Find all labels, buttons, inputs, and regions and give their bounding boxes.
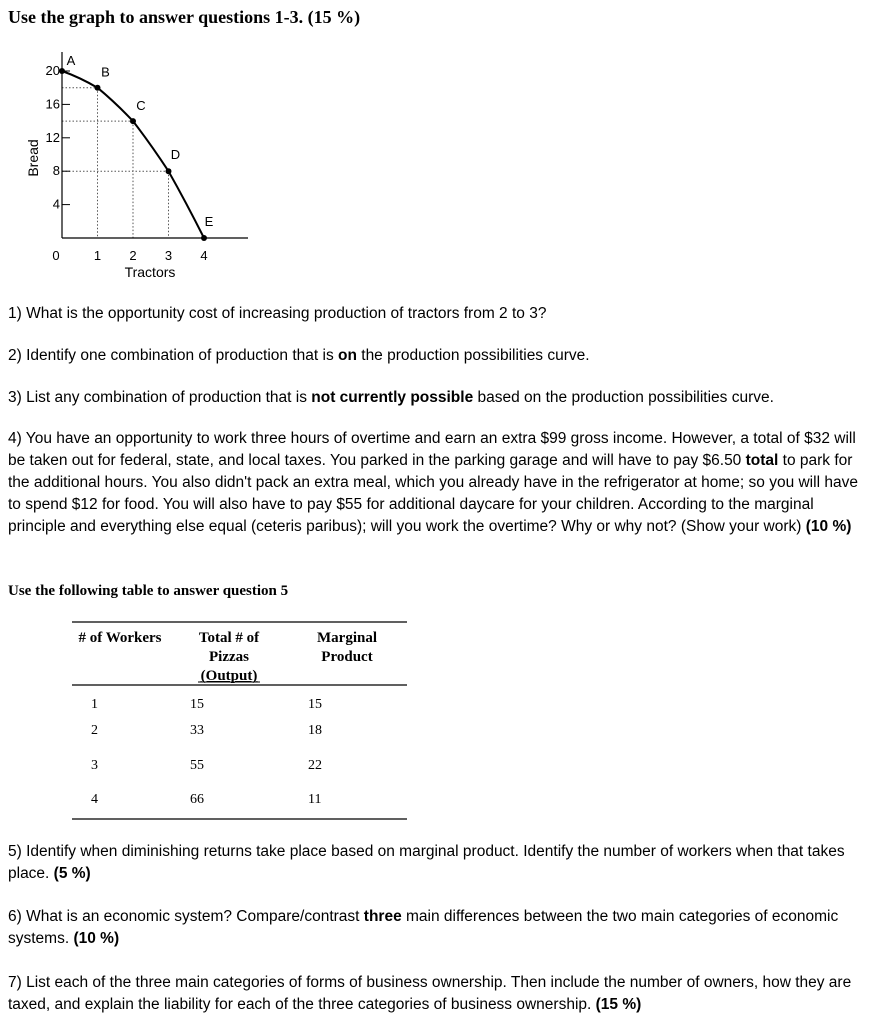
y-tick-label-20: 20 xyxy=(45,63,60,78)
question-4-bold-total: total xyxy=(745,452,779,469)
col-header-marginal-1: Marginal xyxy=(317,630,377,646)
question-2 xyxy=(8,345,860,367)
question-3 xyxy=(8,387,860,409)
y-tick-label-12: 12 xyxy=(45,129,60,145)
point-label-e: E xyxy=(204,214,214,229)
table-cell-marginal: 18 xyxy=(308,723,322,738)
section-heading: Use the graph to answer questions 1-3. (15 %) xyxy=(8,7,361,27)
x-tick-label-3: 3 xyxy=(164,248,173,263)
point-label-d: D xyxy=(170,147,181,163)
y-tick-label-8: 8 xyxy=(52,163,60,179)
curve-point-e xyxy=(201,235,207,241)
table-cell-workers: 2 xyxy=(91,723,98,738)
y-axis-label: Bread xyxy=(25,139,41,177)
question-2-bold: on xyxy=(338,347,357,364)
question-2-text: 2) Identify one combination of production that is xyxy=(8,347,339,364)
question-4-points: (10 %) xyxy=(805,518,852,535)
curve-point-b xyxy=(95,85,101,91)
question-4-text-cont: to park for the additional hours. You also didn't pack an extra meal, which you already have in the refrigerator at home; so you will have to spend $12 for food. You will also have to pay $55 for additional daycare for your children. According to the marginal principle and everything else equal (ceteris paribus); will you work the overtime? Why or why not? (Show your work) xyxy=(8,452,858,535)
col-header-marginal-2: Product xyxy=(321,649,373,665)
question-4-text: 4) You have an opportunity to work three hours of overtime and earn an extra $99 gross income. However, a total of $32 will be taken out for federal, state, and local taxes. You parked in the parking garage and will have to pay $6.50 xyxy=(8,430,856,469)
question-7-text: 7) List each of the three main categories of forms of business ownership. Then include the number of owners, how they are taxed, and explain the liability for each of the three categories of business ownership. xyxy=(8,974,852,1013)
question-6-text: 6) What is an economic system? Compare/contrast xyxy=(8,908,364,925)
question-5 xyxy=(8,841,860,885)
table-cell-total: 33 xyxy=(190,723,204,738)
question-6 xyxy=(8,906,860,950)
y-tick-marks xyxy=(62,71,70,205)
ppc-chart xyxy=(0,38,260,288)
x-axis-label: Tractors xyxy=(124,264,176,280)
question-5-points: (5 %) xyxy=(53,865,91,882)
question-7 xyxy=(8,972,860,1016)
question-3-text: 3) List any combination of production that is xyxy=(8,389,312,406)
col-header-total-3: (Output) xyxy=(200,668,258,684)
guide-lines xyxy=(62,88,169,238)
x-tick-labels xyxy=(52,248,207,263)
question-6-text-cont: main differences between the two main categories of economic systems. xyxy=(8,908,839,947)
point-label-b: B xyxy=(101,64,110,80)
question-1: 1) What is the opportunity cost of increasing production of tractors from 2 to 3? xyxy=(8,305,547,322)
table-cell-marginal: 11 xyxy=(308,792,322,807)
question-3-bold: not currently possible xyxy=(311,389,474,406)
question-6-bold-three: three xyxy=(363,908,402,925)
question-7-points: (15 %) xyxy=(595,996,642,1013)
table-cell-total: 55 xyxy=(190,758,204,773)
x-tick-label-1: 1 xyxy=(93,248,102,263)
question-5-text: 5) Identify when diminishing returns take place based on marginal product. Identify the number of workers when that takes place. xyxy=(8,843,845,882)
x-tick-label-4: 4 xyxy=(200,248,208,263)
curve-points xyxy=(59,68,207,241)
question-3-text-end: based on the production possibilities curve. xyxy=(473,389,774,406)
x-tick-label-0: 0 xyxy=(52,248,60,263)
curve-point-d xyxy=(166,168,172,174)
table-cell-total: 15 xyxy=(190,697,204,712)
table-cell-marginal: 22 xyxy=(308,758,322,773)
y-tick-label-4: 4 xyxy=(52,196,60,212)
question-4 xyxy=(8,428,860,538)
col-header-workers: # of Workers xyxy=(78,630,162,646)
table-cell-total: 66 xyxy=(190,792,204,807)
point-labels xyxy=(67,53,214,229)
col-header-total-1: Total # of xyxy=(198,630,260,646)
col-header-total-2: Pizzas xyxy=(209,649,249,665)
question-6-points: (10 %) xyxy=(73,930,120,947)
table-heading: Use the following table to answer question 5 xyxy=(8,583,289,599)
table-cell-workers: 4 xyxy=(91,792,98,807)
point-label-c: C xyxy=(136,98,146,114)
table-cell-marginal: 15 xyxy=(308,697,322,712)
question-2-text-end: the production possibilities curve. xyxy=(356,347,590,364)
workers-table xyxy=(0,615,420,825)
point-label-a: A xyxy=(66,53,76,68)
table-cell-workers: 3 xyxy=(91,758,98,773)
x-tick-label-2: 2 xyxy=(129,248,137,263)
y-tick-label-16: 16 xyxy=(45,96,60,112)
table-cell-workers: 1 xyxy=(91,697,98,712)
curve-point-c xyxy=(130,118,136,124)
y-tick-labels xyxy=(46,63,60,212)
